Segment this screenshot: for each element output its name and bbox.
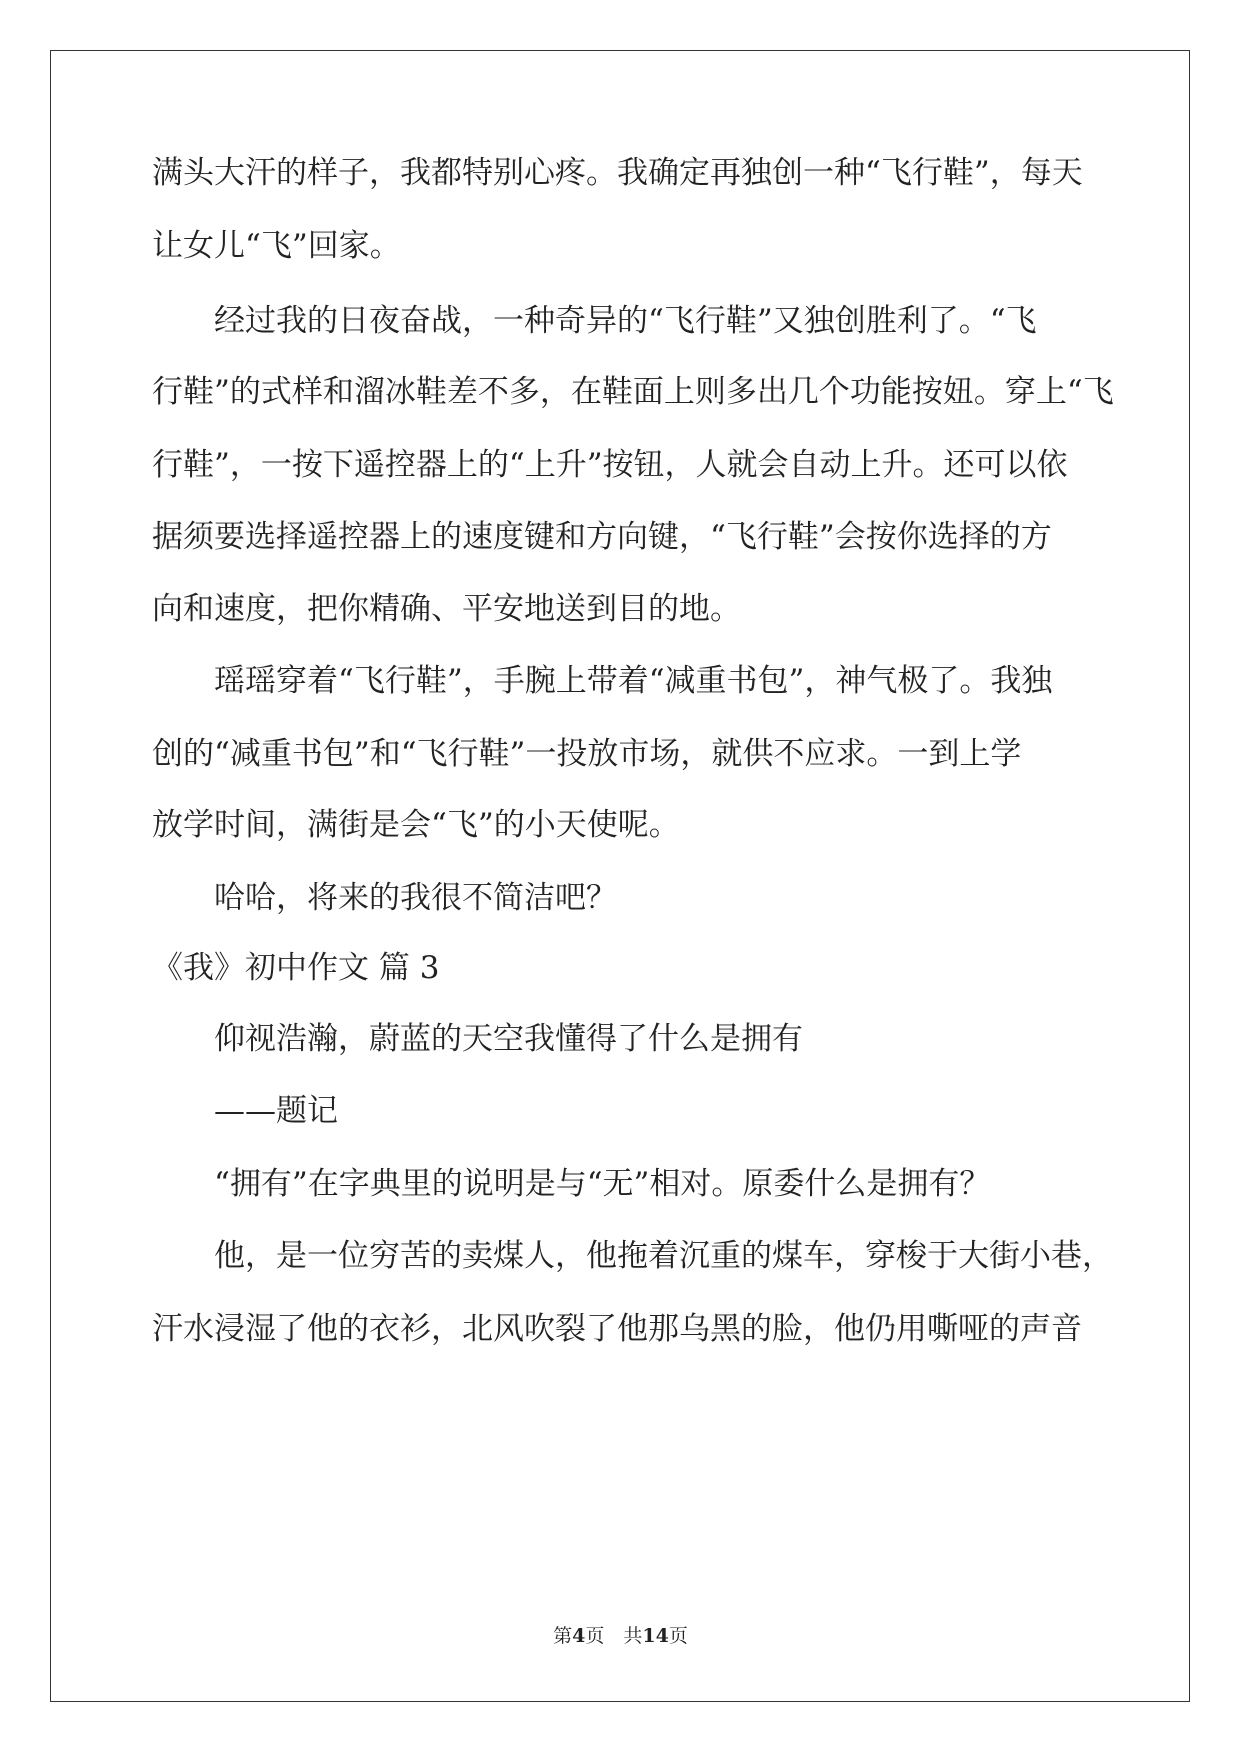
text-line: 经过我的日夜奋战，一种奇异的“飞行鞋”又独创胜利了。“飞: [214, 303, 1037, 339]
section-heading: 《我》初中作文 篇 3: [152, 950, 440, 986]
footer-mid: 页 共: [585, 1625, 643, 1647]
footer-prefix: 第: [553, 1625, 573, 1647]
text-line: 哈哈，将来的我很不简洁吧？: [214, 880, 617, 916]
text-line: 行鞋”，一按下遥控器上的“上升”按钮，人就会自动上升。还可以依: [152, 447, 1068, 483]
text-line: 让女儿“飞”回家。: [152, 228, 401, 264]
footer-page-number: 4: [572, 1625, 586, 1647]
text-line: 据须要选择遥控器上的速度键和方向键，“飞行鞋”会按你选择的方: [152, 519, 1052, 555]
text-line: 他，是一位穷苦的卖煤人，他拖着沉重的煤车，穿梭于大街小巷，: [214, 1238, 1113, 1274]
page-border: [50, 50, 1190, 1702]
footer-total-pages: 14: [642, 1625, 669, 1647]
text-line: 创的“减重书包”和“飞行鞋”一投放市场，就供不应求。一到上学: [152, 736, 1022, 772]
text-line: 仰视浩瀚，蔚蓝的天空我懂得了什么是拥有: [214, 1021, 803, 1057]
text-line: 向和速度，把你精确、平安地送到目的地。: [152, 591, 741, 627]
text-line: 满头大汗的样子，我都特别心疼。我确定再独创一种“飞行鞋”，每天: [152, 155, 1083, 191]
text-line: 放学时间，满街是会“飞”的小天使呢。: [152, 807, 680, 843]
text-line: 行鞋”的式样和溜冰鞋差不多，在鞋面上则多出几个功能按妞。穿上“飞: [152, 374, 1114, 410]
epigraph-attribution: ——题记: [214, 1093, 338, 1129]
page-footer: [0, 1627, 1241, 1646]
footer-suffix: 页: [668, 1625, 688, 1647]
text-line: “拥有”在字典里的说明是与“无”相对。原委什么是拥有？: [214, 1166, 991, 1202]
text-line: 瑶瑶穿着“飞行鞋”，手腕上带着“减重书包”，神气极了。我独: [214, 663, 1053, 699]
text-line: 汗水浸湿了他的衣衫，北风吹裂了他那乌黑的脸，他仍用嘶哑的声音: [152, 1311, 1082, 1347]
